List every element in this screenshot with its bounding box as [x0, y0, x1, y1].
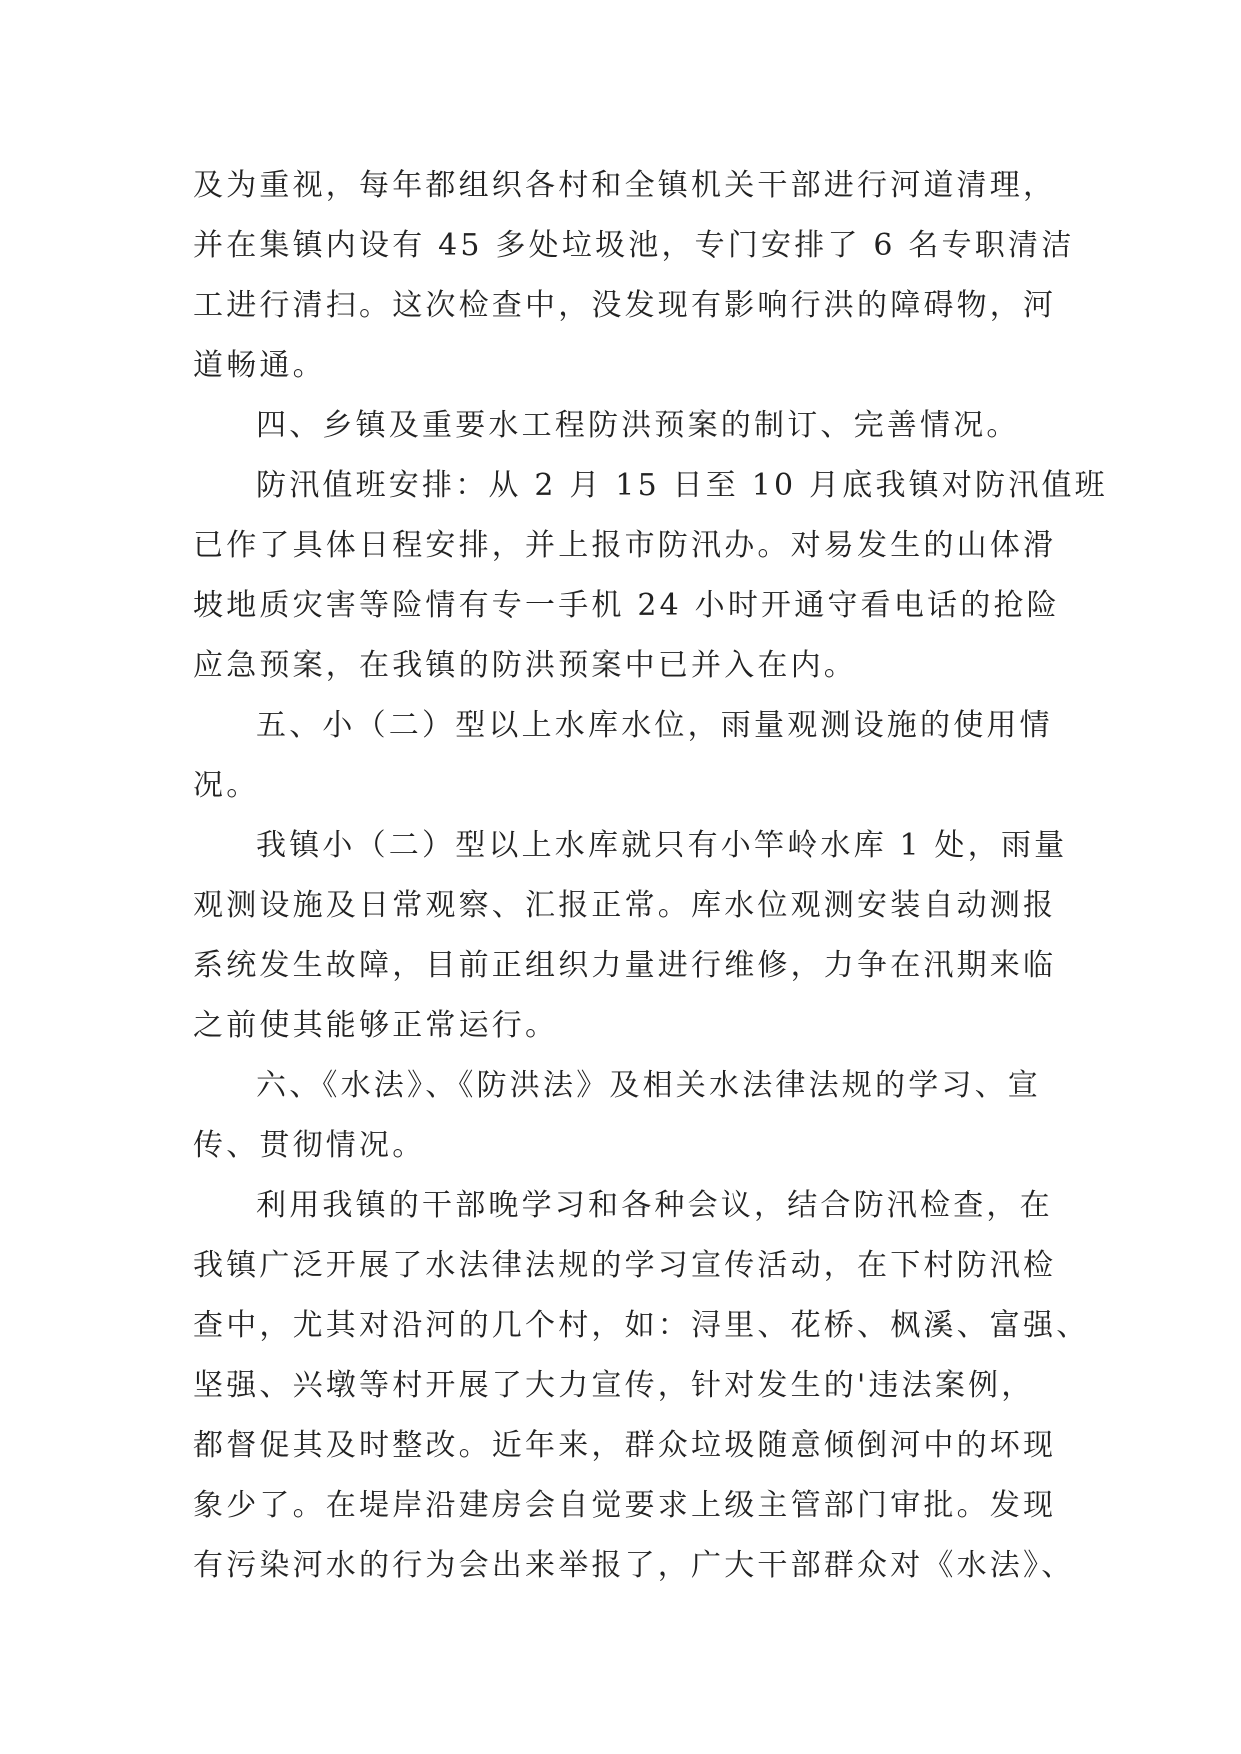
text-line: 都督促其及时整改。近年来，群众垃圾随意倾倒河中的坏现 [193, 1428, 1057, 1463]
text-line: 况。 [193, 768, 260, 803]
section-heading: 六、《水法》、《防洪法》及相关水法律法规的学习、宣 [256, 1068, 1041, 1103]
text-line: 道畅通。 [193, 348, 326, 383]
text-line: 利用我镇的干部晚学习和各种会议，结合防汛检查，在 [256, 1188, 1053, 1223]
text-line: 应急预案，在我镇的防洪预案中已并入在内。 [193, 648, 857, 683]
section-heading: 四、乡镇及重要水工程防洪预案的制订、完善情况。 [256, 408, 1020, 443]
text-line: 防汛值班安排：从 2 月 15 日至 10 月底我镇对防汛值班 [256, 468, 1108, 503]
text-line: 有污染河水的行为会出来举报了，广大干部群众对《水法》、 [193, 1548, 1075, 1583]
text-line: 之前使其能够正常运行。 [193, 1008, 559, 1043]
text-line: 传、贯彻情况。 [193, 1128, 426, 1163]
text-line: 观测设施及日常观察、汇报正常。库水位观测安装自动测报 [193, 888, 1057, 923]
text-line: 查中，尤其对沿河的几个村，如：浔里、花桥、枫溪、富强、 [193, 1308, 1090, 1343]
text-line: 我镇小（二）型以上水库就只有小竿岭水库 1 处，雨量 [256, 828, 1068, 863]
text-line: 并在集镇内设有 45 多处垃圾池，专门安排了 6 名专职清洁 [193, 228, 1075, 263]
text-line: 工进行清扫。这次检查中，没发现有影响行洪的障碍物，河 [193, 288, 1057, 323]
text-line: 我镇广泛开展了水法律法规的学习宣传活动，在下村防汛检 [193, 1248, 1057, 1283]
text-line: 已作了具体日程安排，并上报市防汛办。对易发生的山体滑 [193, 528, 1057, 563]
text-line: 坡地质灾害等险情有专一手机 24 小时开通守看电话的抢险 [193, 588, 1060, 623]
text-line: 象少了。在堤岸沿建房会自觉要求上级主管部门审批。发现 [193, 1488, 1057, 1523]
text-line: 及为重视，每年都组织各村和全镇机关干部进行河道清理， [193, 168, 1057, 203]
text-line: 坚强、兴墩等村开展了大力宣传，针对发生的'违法案例， [193, 1368, 1035, 1403]
section-heading: 五、小（二）型以上水库水位，雨量观测设施的使用情 [256, 708, 1053, 743]
text-line: 系统发生故障，目前正组织力量进行维修，力争在汛期来临 [193, 948, 1057, 983]
